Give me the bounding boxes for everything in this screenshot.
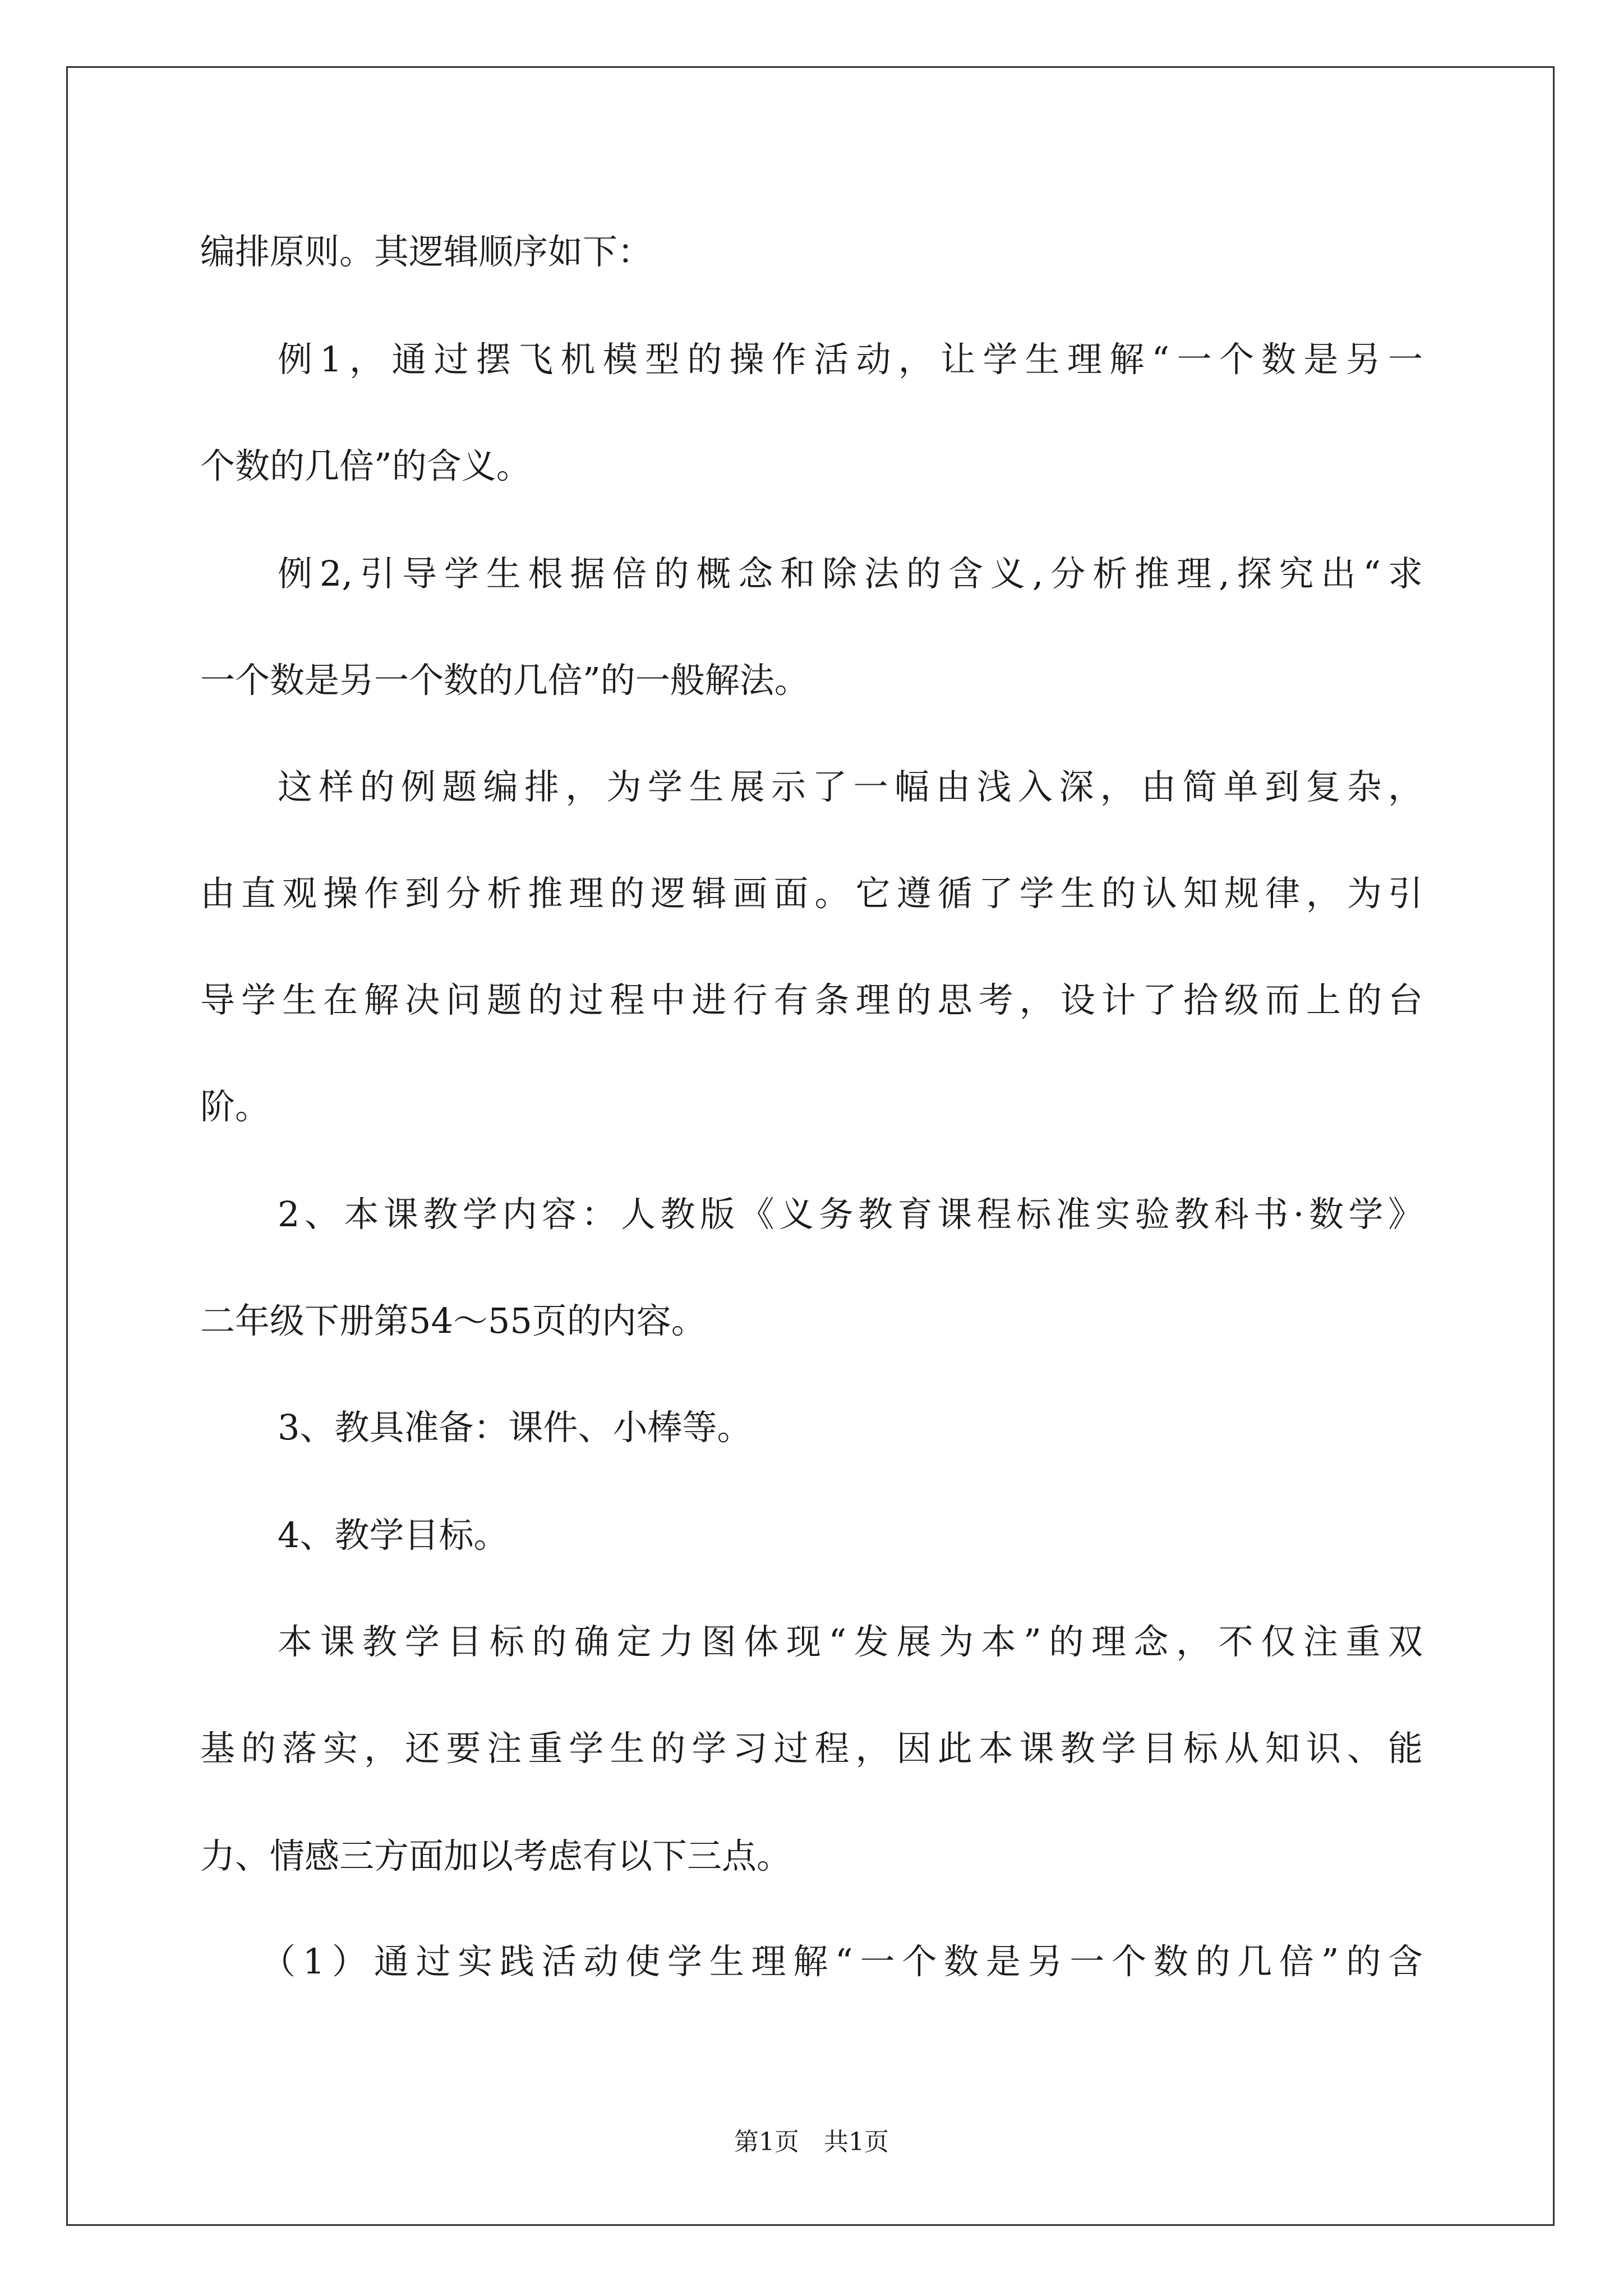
paragraph-line: 3、教具准备：课件、小棒等。 [278,1407,752,1448]
paragraph-line: 这样的例题编排，为学生展示了一幅由浅入深，由简单到复杂， [278,766,1423,807]
paragraph-line: （1）通过实践活动使学生理解“一个数是另一个数的几倍”的含 [261,1941,1423,1982]
paragraph-line: 阶。 [200,1086,270,1127]
paragraph-line: 例1，通过摆飞机模型的操作活动，让学生理解“一个数是另一 [278,339,1423,380]
paragraph-line: 个数的几倍”的含义。 [200,445,531,486]
paragraph-line: 例2,引导学生根据倍的概念和除法的含义,分析推理,探究出“求 [278,553,1423,594]
paragraph-line: 基的落实，还要注重学生的学习过程，因此本课教学目标从知识、能 [200,1728,1423,1769]
paragraph-line: 编排原则。其逻辑顺序如下： [200,231,653,272]
paragraph-line: 二年级下册第54～55页的内容。 [200,1300,706,1341]
paragraph-line: 力、情感三方面加以考虑有以下三点。 [200,1835,792,1876]
page-number-footer: 第1页 共1页 [734,2128,889,2156]
paragraph-line: 由直观操作到分析推理的逻辑画面。它遵循了学生的认知规律，为引 [200,873,1423,914]
paragraph-line: 本课教学目标的确定力图体现“发展为本”的理念，不仅注重双 [278,1621,1423,1662]
page-border [66,66,1555,2226]
paragraph-line: 导学生在解决问题的过程中进行有条理的思考，设计了拾级而上的台 [200,979,1423,1020]
paragraph-line: 一个数是另一个数的几倍”的一般解法。 [200,660,809,701]
paragraph-line: 4、教学目标。 [278,1515,509,1556]
paragraph-line: 2、本课教学内容：人教版《义务教育课程标准实验教科书·数学》 [278,1194,1423,1235]
